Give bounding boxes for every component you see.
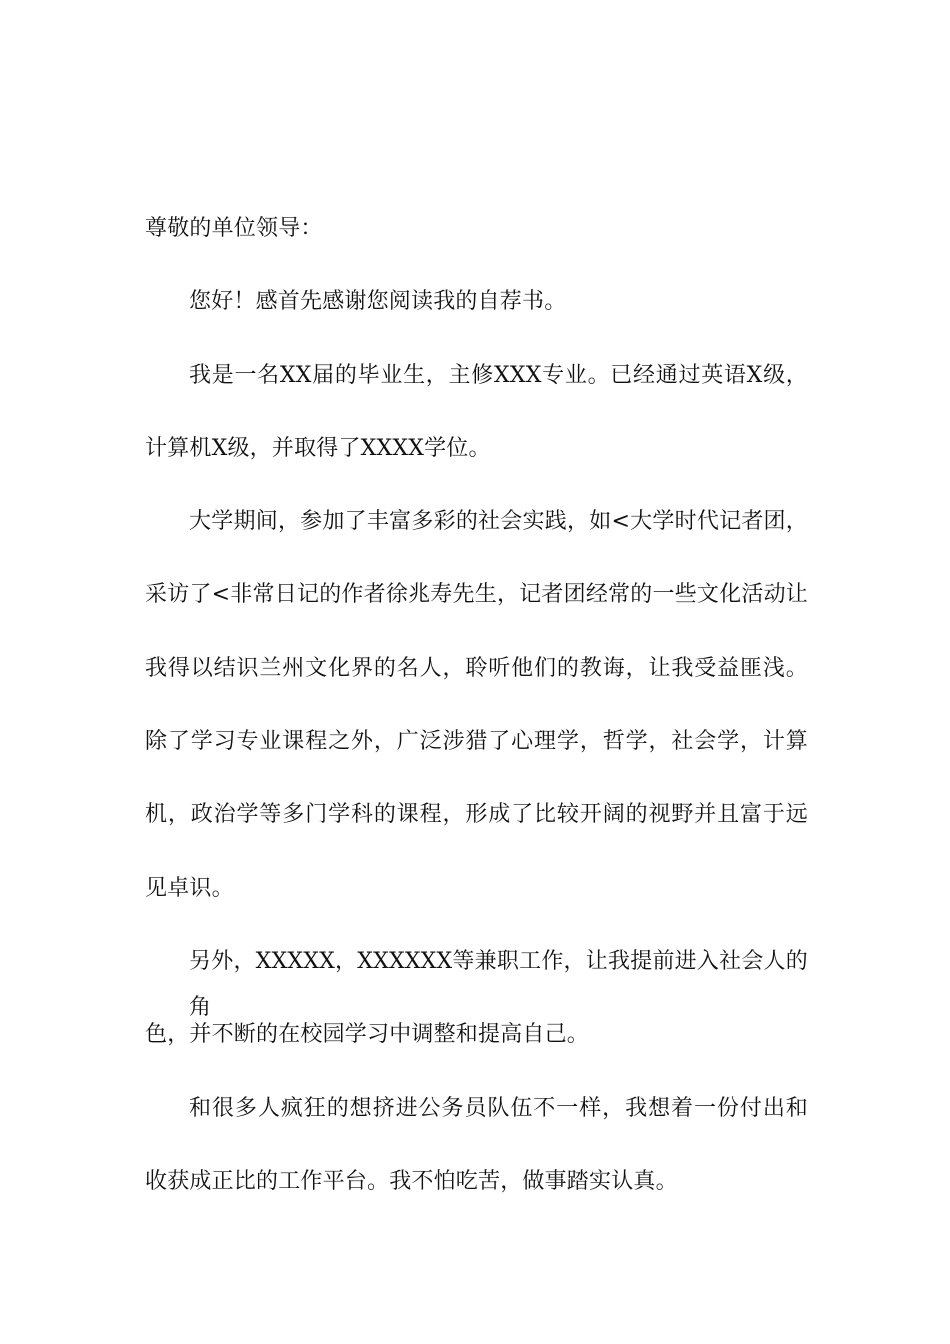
- paragraph-line: 和很多人疯狂的想挤进公务员队伍不一样，我想着一份付出和: [189, 1095, 808, 1121]
- letter-body: [145, 206, 808, 1232]
- paragraph-line: 另外，XXXXX，XXXXXX等兼职工作，让我提前进入社会人的角: [189, 948, 808, 1020]
- paragraph-line: 我得以结识兰州文化界的名人，聆听他们的教诲，让我受益匪浅。: [145, 655, 808, 681]
- paragraph-line: 除了学习专业课程之外，广泛涉猎了心理学，哲学，社会学，计算: [145, 729, 808, 755]
- paragraph-line: 机，政治学等多门学科的课程，形成了比较开阔的视野并且富于远: [145, 802, 808, 828]
- salutation: 尊敬的单位领导：: [145, 216, 323, 241]
- paragraph-line: 计算机X级，并取得了XXXX学位。: [145, 435, 491, 461]
- paragraph-line: 见卓识。: [145, 875, 234, 901]
- paragraph-line: 大学期间，参加了丰富多彩的社会实践，如<大学时代记者团，: [189, 509, 808, 535]
- paragraph-line: 收获成正比的工作平台。我不怕吃苦，做事踏实认真。: [145, 1168, 678, 1194]
- paragraph-line: 采访了<非常日记的作者徐兆寿先生，记者团经常的一些文化活动让: [145, 582, 808, 608]
- greeting-line: 您好！感首先感谢您阅读我的自荐书。: [189, 289, 567, 315]
- paragraph-line: 我是一名XX届的毕业生，主修XXX专业。已经通过英语X级，: [189, 362, 808, 388]
- paragraph-line: 色，并不断的在校园学习中调整和提高自己。: [145, 1022, 590, 1048]
